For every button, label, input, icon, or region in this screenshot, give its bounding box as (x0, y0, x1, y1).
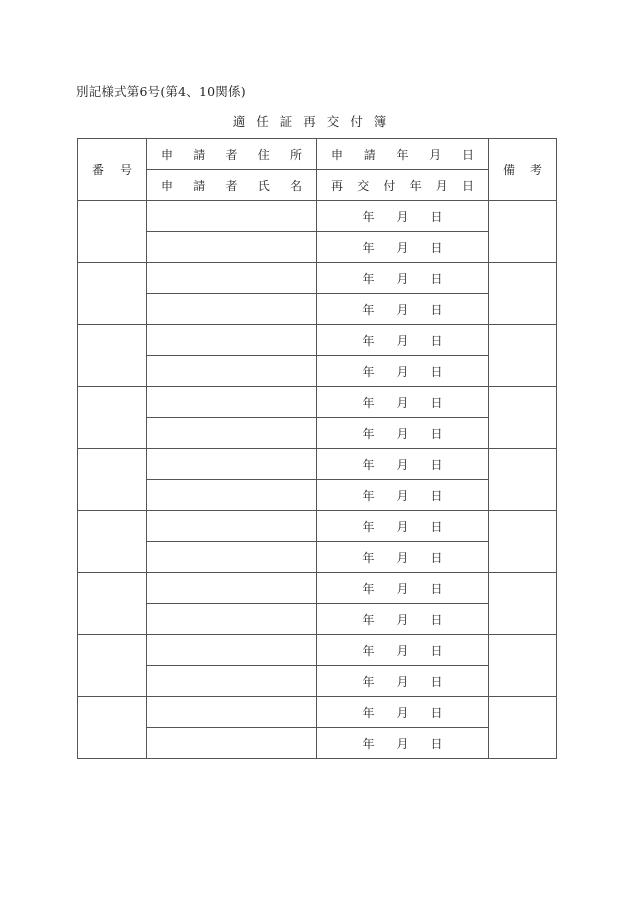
header-number-label (78, 161, 146, 178)
date-cell[interactable] (317, 263, 489, 294)
applicant-name-cell[interactable] (147, 666, 317, 697)
applicant-name-cell[interactable] (147, 604, 317, 635)
month-mark: 月 (396, 457, 409, 472)
header-char: 氏 (257, 178, 270, 193)
date-placeholder (317, 363, 488, 380)
entry-row (78, 325, 557, 356)
year-mark: 年 (362, 581, 375, 596)
day-mark: 日 (430, 643, 443, 658)
entry-number-cell[interactable] (78, 573, 147, 635)
header-applicant-address-label (147, 146, 316, 163)
date-cell[interactable] (317, 635, 489, 666)
year-mark: 年 (362, 426, 375, 441)
header-char: 請 (363, 147, 376, 162)
day-mark: 日 (430, 426, 443, 441)
entry-subrow (78, 294, 557, 325)
applicant-address-cell[interactable] (147, 325, 317, 356)
header-reissue-date-label (317, 177, 488, 194)
entry-number-cell[interactable] (78, 449, 147, 511)
date-cell[interactable] (317, 201, 489, 232)
month-mark: 月 (396, 271, 409, 286)
remarks-cell[interactable] (489, 511, 557, 573)
remarks-cell[interactable] (489, 697, 557, 759)
header-char: 号 (119, 163, 132, 177)
year-mark: 年 (362, 240, 375, 255)
date-placeholder (317, 394, 488, 411)
entry-row (78, 449, 557, 480)
remarks-cell[interactable] (489, 573, 557, 635)
date-cell[interactable] (317, 728, 489, 759)
month-mark: 月 (396, 612, 409, 627)
month-mark: 月 (396, 209, 409, 224)
date-cell[interactable] (317, 697, 489, 728)
remarks-cell[interactable] (489, 325, 557, 387)
day-mark: 日 (430, 333, 443, 348)
header-char: 月 (435, 178, 448, 193)
applicant-address-cell[interactable] (147, 449, 317, 480)
month-mark: 月 (396, 240, 409, 255)
entry-number-cell[interactable] (78, 697, 147, 759)
month-mark: 月 (396, 395, 409, 410)
applicant-name-cell[interactable] (147, 480, 317, 511)
month-mark: 月 (396, 364, 409, 379)
entry-number-cell[interactable] (78, 387, 147, 449)
header-char: 再 (331, 178, 344, 193)
remarks-cell[interactable] (489, 387, 557, 449)
year-mark: 年 (362, 364, 375, 379)
header-char: 年 (396, 147, 409, 162)
applicant-address-cell[interactable] (147, 201, 317, 232)
header-char: 交 (357, 178, 370, 193)
header-char: 備 (503, 163, 516, 177)
header-row-2 (78, 170, 557, 201)
day-mark: 日 (430, 395, 443, 410)
day-mark: 日 (430, 550, 443, 565)
header-char: 請 (193, 178, 206, 193)
date-placeholder (317, 673, 488, 690)
header-remarks (489, 139, 557, 201)
applicant-address-cell[interactable] (147, 697, 317, 728)
entry-row (78, 635, 557, 666)
header-char: 所 (289, 147, 302, 162)
header-char: 住 (257, 147, 270, 162)
year-mark: 年 (362, 395, 375, 410)
date-cell[interactable] (317, 511, 489, 542)
applicant-name-cell[interactable] (147, 294, 317, 325)
month-mark: 月 (396, 333, 409, 348)
remarks-cell[interactable] (489, 449, 557, 511)
header-number (78, 139, 147, 201)
day-mark: 日 (430, 302, 443, 317)
date-placeholder (317, 580, 488, 597)
entry-subrow (78, 604, 557, 635)
entry-number-cell[interactable] (78, 201, 147, 263)
entry-subrow (78, 542, 557, 573)
date-cell[interactable] (317, 542, 489, 573)
year-mark: 年 (362, 643, 375, 658)
header-char: 番 (92, 163, 105, 177)
applicant-address-cell[interactable] (147, 263, 317, 294)
date-placeholder (317, 301, 488, 318)
day-mark: 日 (430, 705, 443, 720)
year-mark: 年 (362, 488, 375, 503)
form-label: 別記様式第6号(第4、10関係) (76, 84, 246, 99)
remarks-cell[interactable] (489, 263, 557, 325)
date-placeholder (317, 208, 488, 225)
header-char: 付 (383, 178, 396, 193)
date-cell[interactable] (317, 232, 489, 263)
day-mark: 日 (430, 736, 443, 751)
entry-row (78, 697, 557, 728)
entry-row (78, 573, 557, 604)
remarks-cell[interactable] (489, 201, 557, 263)
month-mark: 月 (396, 550, 409, 565)
date-cell[interactable] (317, 604, 489, 635)
month-mark: 月 (396, 674, 409, 689)
entry-subrow (78, 232, 557, 263)
month-mark: 月 (396, 302, 409, 317)
entry-subrow (78, 666, 557, 697)
date-cell[interactable] (317, 356, 489, 387)
year-mark: 年 (362, 674, 375, 689)
page-title: 適任証再交付簿 (232, 114, 398, 129)
date-placeholder (317, 735, 488, 752)
applicant-name-cell[interactable] (147, 728, 317, 759)
year-mark: 年 (362, 271, 375, 286)
day-mark: 日 (430, 209, 443, 224)
month-mark: 月 (396, 519, 409, 534)
year-mark: 年 (362, 302, 375, 317)
header-char: 申 (161, 147, 174, 162)
date-placeholder (317, 239, 488, 256)
applicant-name-cell[interactable] (147, 418, 317, 449)
year-mark: 年 (362, 519, 375, 534)
entry-subrow (78, 356, 557, 387)
day-mark: 日 (430, 488, 443, 503)
header-char: 考 (529, 163, 542, 177)
header-applicant-name (147, 170, 317, 201)
date-placeholder (317, 518, 488, 535)
date-placeholder (317, 704, 488, 721)
applicant-address-cell[interactable] (147, 387, 317, 418)
entry-row (78, 387, 557, 418)
date-placeholder (317, 270, 488, 287)
date-cell[interactable] (317, 573, 489, 604)
applicant-address-cell[interactable] (147, 511, 317, 542)
applicant-address-cell[interactable] (147, 635, 317, 666)
entry-subrow (78, 728, 557, 759)
entry-row (78, 263, 557, 294)
header-applicant-name-label (147, 177, 316, 194)
date-placeholder (317, 611, 488, 628)
header-char: 申 (331, 147, 344, 162)
month-mark: 月 (396, 581, 409, 596)
applicant-name-cell[interactable] (147, 232, 317, 263)
year-mark: 年 (362, 612, 375, 627)
date-cell[interactable] (317, 666, 489, 697)
applicant-name-cell[interactable] (147, 356, 317, 387)
date-placeholder (317, 332, 488, 349)
entry-number-cell[interactable] (78, 325, 147, 387)
entry-number-cell[interactable] (78, 511, 147, 573)
date-cell[interactable] (317, 325, 489, 356)
day-mark: 日 (430, 364, 443, 379)
date-cell[interactable] (317, 418, 489, 449)
date-cell[interactable] (317, 480, 489, 511)
year-mark: 年 (362, 550, 375, 565)
day-mark: 日 (430, 240, 443, 255)
date-placeholder (317, 456, 488, 473)
header-char: 者 (225, 147, 238, 162)
header-char: 名 (289, 178, 302, 193)
reissue-register-table (77, 138, 557, 759)
header-char: 請 (193, 147, 206, 162)
year-mark: 年 (362, 457, 375, 472)
date-cell[interactable] (317, 387, 489, 418)
date-placeholder (317, 642, 488, 659)
day-mark: 日 (430, 581, 443, 596)
header-char: 申 (161, 178, 174, 193)
header-char: 月 (429, 147, 442, 162)
entry-subrow (78, 480, 557, 511)
header-char: 年 (409, 178, 422, 193)
day-mark: 日 (430, 457, 443, 472)
month-mark: 月 (396, 705, 409, 720)
header-char: 日 (461, 147, 474, 162)
day-mark: 日 (430, 271, 443, 286)
applicant-name-cell[interactable] (147, 542, 317, 573)
header-remarks-label (489, 161, 556, 178)
day-mark: 日 (430, 519, 443, 534)
header-char: 者 (225, 178, 238, 193)
month-mark: 月 (396, 488, 409, 503)
day-mark: 日 (430, 674, 443, 689)
month-mark: 月 (396, 426, 409, 441)
date-cell[interactable] (317, 294, 489, 325)
date-placeholder (317, 549, 488, 566)
date-placeholder (317, 425, 488, 442)
date-cell[interactable] (317, 449, 489, 480)
header-applicant-address (147, 139, 317, 170)
applicant-address-cell[interactable] (147, 573, 317, 604)
year-mark: 年 (362, 736, 375, 751)
day-mark: 日 (430, 612, 443, 627)
header-application-date-label (317, 146, 488, 163)
entry-number-cell[interactable] (78, 263, 147, 325)
entry-subrow (78, 418, 557, 449)
date-placeholder (317, 487, 488, 504)
year-mark: 年 (362, 209, 375, 224)
entry-row (78, 201, 557, 232)
header-application-date (317, 139, 489, 170)
header-row-1 (78, 139, 557, 170)
remarks-cell[interactable] (489, 635, 557, 697)
month-mark: 月 (396, 736, 409, 751)
entry-number-cell[interactable] (78, 635, 147, 697)
month-mark: 月 (396, 643, 409, 658)
year-mark: 年 (362, 333, 375, 348)
header-reissue-date (317, 170, 489, 201)
year-mark: 年 (362, 705, 375, 720)
header-char: 日 (461, 178, 474, 193)
entry-row (78, 511, 557, 542)
